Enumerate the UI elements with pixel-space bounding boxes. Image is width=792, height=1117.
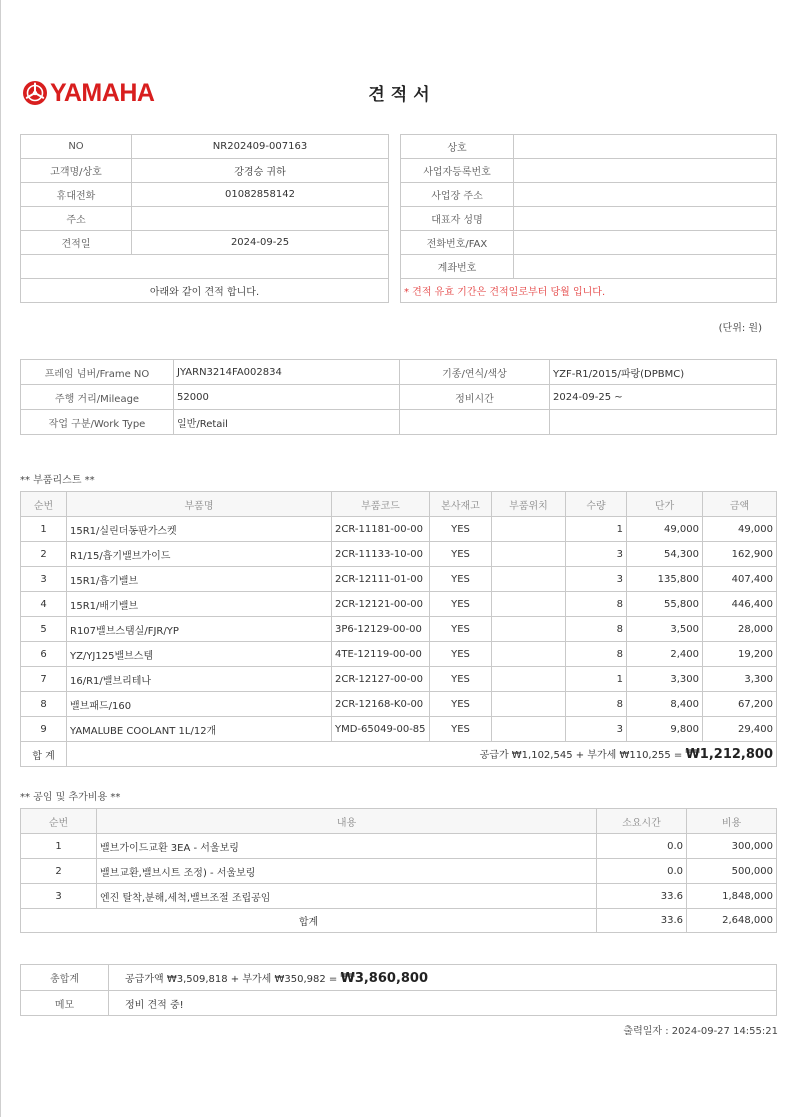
parts-table-row	[21, 642, 777, 667]
part-name: 16/R1/밸브리테나	[67, 667, 332, 692]
business-address-label: 사업장 주소	[401, 183, 514, 207]
labor-table	[20, 808, 777, 933]
part-location	[492, 592, 566, 617]
part-name: 15R1/흡기밸브	[67, 567, 332, 592]
part-qty: 8	[566, 642, 627, 667]
labor-content: 엔진 탈착,분해,세척,밸브조절 조립공임	[97, 884, 597, 909]
parts-total-text: 공급가 ₩1,102,545 + 부가세 ₩110,255 =	[479, 750, 683, 761]
part-qty: 8	[566, 617, 627, 642]
labor-header-hours: 소요시간	[597, 809, 687, 834]
part-location	[492, 567, 566, 592]
part-no: 6	[21, 642, 67, 667]
part-code: 2CR-11133-10-00	[332, 542, 430, 567]
part-location	[492, 717, 566, 742]
part-code: 3P6-12129-00-00	[332, 617, 430, 642]
frame-no-label: 프레임 넘버/Frame NO	[21, 360, 174, 385]
part-amount: 162,900	[703, 542, 777, 567]
part-stock: YES	[430, 642, 492, 667]
vehicle-empty-cell	[400, 410, 550, 435]
parts-section-title: ** 부품리스트 **	[20, 475, 95, 486]
part-qty: 3	[566, 717, 627, 742]
company-name-value	[514, 135, 777, 159]
part-stock: YES	[430, 692, 492, 717]
part-qty: 8	[566, 692, 627, 717]
memo-value: 정비 견적 중!	[109, 991, 777, 1016]
mileage-value: 52000	[174, 385, 400, 410]
part-stock: YES	[430, 517, 492, 542]
account-value	[514, 255, 777, 279]
customer-blank-row	[21, 255, 389, 279]
parts-total-label: 합 계	[21, 742, 67, 767]
parts-header-qty: 수량	[566, 492, 627, 517]
quote-date-value: 2024-09-25	[132, 231, 389, 255]
parts-header-no: 순번	[21, 492, 67, 517]
part-no: 7	[21, 667, 67, 692]
part-stock: YES	[430, 542, 492, 567]
business-address-value	[514, 183, 777, 207]
part-stock: YES	[430, 717, 492, 742]
part-name: YZ/YJ125밸브스템	[67, 642, 332, 667]
parts-table-row	[21, 617, 777, 642]
part-name: R107밸브스탬실/FJR/YP	[67, 617, 332, 642]
parts-header-name: 부품명	[67, 492, 332, 517]
model-label: 기종/연식/색상	[400, 360, 550, 385]
parts-table	[20, 491, 777, 767]
labor-header-no: 순번	[21, 809, 97, 834]
part-unit-price: 54,300	[627, 542, 703, 567]
address-label: 주소	[21, 207, 132, 231]
part-amount: 407,400	[703, 567, 777, 592]
representative-value	[514, 207, 777, 231]
part-unit-price: 49,000	[627, 517, 703, 542]
phone-label: 휴대전화	[21, 183, 132, 207]
labor-hours: 33.6	[597, 884, 687, 909]
part-stock: YES	[430, 667, 492, 692]
part-amount: 3,300	[703, 667, 777, 692]
part-unit-price: 2,400	[627, 642, 703, 667]
mileage-label: 주행 거리/Mileage	[21, 385, 174, 410]
parts-header-stock: 본사재고	[430, 492, 492, 517]
service-time-label: 정비시간	[400, 385, 550, 410]
part-code: 4TE-12119-00-00	[332, 642, 430, 667]
work-type-value: 일반/Retail	[174, 410, 400, 435]
labor-table-row	[21, 859, 777, 884]
labor-hours: 0.0	[597, 859, 687, 884]
customer-name-value: 강경승 귀하	[132, 159, 389, 183]
labor-total-label: 합계	[21, 909, 597, 933]
labor-header-content: 내용	[97, 809, 597, 834]
parts-total-amount: ₩1,212,800	[685, 747, 773, 762]
business-reg-value	[514, 159, 777, 183]
part-no: 8	[21, 692, 67, 717]
phone-fax-value	[514, 231, 777, 255]
part-qty: 3	[566, 567, 627, 592]
part-amount: 19,200	[703, 642, 777, 667]
printed-at: 출력일자 : 2024-09-27 14:55:21	[623, 1026, 778, 1037]
part-location	[492, 617, 566, 642]
part-name: 밸브패드/160	[67, 692, 332, 717]
quote-note: 아래와 같이 견적 합니다.	[21, 279, 389, 303]
page-left-border	[0, 0, 1, 1117]
parts-header-location: 부품위치	[492, 492, 566, 517]
part-code: 2CR-12121-00-00	[332, 592, 430, 617]
representative-label: 대표자 성명	[401, 207, 514, 231]
summary-table	[20, 964, 777, 1016]
part-no: 4	[21, 592, 67, 617]
labor-hours: 0.0	[597, 834, 687, 859]
labor-total-hours: 33.6	[597, 909, 687, 933]
part-no: 2	[21, 542, 67, 567]
part-location	[492, 517, 566, 542]
labor-cost: 1,848,000	[687, 884, 777, 909]
grand-total-label: 총합계	[21, 965, 109, 991]
model-value: YZF-R1/2015/파랑(DPBMC)	[550, 360, 777, 385]
account-label: 계좌번호	[401, 255, 514, 279]
labor-total-cost: 2,648,000	[687, 909, 777, 933]
part-stock: YES	[430, 567, 492, 592]
no-label: NO	[21, 135, 132, 159]
parts-header-code: 부품코드	[332, 492, 430, 517]
part-amount: 29,400	[703, 717, 777, 742]
part-name: 15R1/배기밸브	[67, 592, 332, 617]
part-stock: YES	[430, 592, 492, 617]
part-code: 2CR-11181-00-00	[332, 517, 430, 542]
parts-total-cell	[67, 742, 777, 767]
part-amount: 28,000	[703, 617, 777, 642]
part-code: 2CR-12111-01-00	[332, 567, 430, 592]
part-code: 2CR-12168-K0-00	[332, 692, 430, 717]
labor-cost: 500,000	[687, 859, 777, 884]
part-name: 15R1/실린더동판가스켓	[67, 517, 332, 542]
labor-cost: 300,000	[687, 834, 777, 859]
labor-table-row	[21, 834, 777, 859]
company-info-table	[400, 134, 777, 303]
part-amount: 49,000	[703, 517, 777, 542]
phone-fax-label: 전화번호/FAX	[401, 231, 514, 255]
company-name-label: 상호	[401, 135, 514, 159]
labor-section-title: ** 공임 및 추가비용 **	[20, 792, 121, 803]
frame-no-value: JYARN3214FA002834	[174, 360, 400, 385]
part-name: YAMALUBE COOLANT 1L/12개	[67, 717, 332, 742]
unit-label: (단위: 원)	[718, 323, 762, 334]
part-unit-price: 3,500	[627, 617, 703, 642]
document-title: 견적서	[368, 85, 436, 105]
part-qty: 1	[566, 517, 627, 542]
service-time-value: 2024-09-25 ~	[550, 385, 777, 410]
part-code: 2CR-12127-00-00	[332, 667, 430, 692]
logo-text: YAMAHA	[50, 78, 155, 107]
quote-date-label: 견적일	[21, 231, 132, 255]
parts-header-unit-price: 단가	[627, 492, 703, 517]
part-unit-price: 135,800	[627, 567, 703, 592]
address-value	[132, 207, 389, 231]
grand-total-cell	[109, 965, 777, 991]
labor-header-cost: 비용	[687, 809, 777, 834]
part-location	[492, 542, 566, 567]
part-unit-price: 9,800	[627, 717, 703, 742]
parts-table-row	[21, 567, 777, 592]
part-qty: 8	[566, 592, 627, 617]
part-amount: 67,200	[703, 692, 777, 717]
part-unit-price: 3,300	[627, 667, 703, 692]
labor-table-row	[21, 884, 777, 909]
parts-table-row	[21, 517, 777, 542]
parts-header-amount: 금액	[703, 492, 777, 517]
parts-table-row	[21, 717, 777, 742]
validity-note: * 견적 유효 기간은 견적일로부터 당월 입니다.	[401, 279, 777, 303]
part-unit-price: 8,400	[627, 692, 703, 717]
labor-content: 밸브교환,밸브시트 조정) - 서울보링	[97, 859, 597, 884]
customer-info-table	[20, 134, 389, 303]
labor-no: 3	[21, 884, 97, 909]
part-location	[492, 692, 566, 717]
part-name: R1/15/흡기밸브가이드	[67, 542, 332, 567]
part-amount: 446,400	[703, 592, 777, 617]
part-location	[492, 642, 566, 667]
work-type-label: 작업 구분/Work Type	[21, 410, 174, 435]
parts-table-row	[21, 692, 777, 717]
part-no: 5	[21, 617, 67, 642]
part-no: 9	[21, 717, 67, 742]
parts-table-row	[21, 667, 777, 692]
part-location	[492, 667, 566, 692]
grand-total-text: 공급가액 ₩3,509,818 + 부가세 ₩350,982 =	[125, 973, 338, 985]
labor-content: 밸브가이드교환 3EA - 서울보링	[97, 834, 597, 859]
part-no: 3	[21, 567, 67, 592]
part-no: 1	[21, 517, 67, 542]
part-code: YMD-65049-00-85	[332, 717, 430, 742]
customer-name-label: 고객명/상호	[21, 159, 132, 183]
phone-value: 01082858142	[132, 183, 389, 207]
memo-label: 메모	[21, 991, 109, 1016]
labor-no: 1	[21, 834, 97, 859]
part-qty: 1	[566, 667, 627, 692]
parts-table-row	[21, 592, 777, 617]
parts-table-row	[21, 542, 777, 567]
part-qty: 3	[566, 542, 627, 567]
vehicle-info-table	[20, 359, 777, 435]
grand-total-amount: ₩3,860,800	[340, 970, 429, 986]
business-reg-label: 사업자등록번호	[401, 159, 514, 183]
part-unit-price: 55,800	[627, 592, 703, 617]
vehicle-empty-cell	[550, 410, 777, 435]
part-stock: YES	[430, 617, 492, 642]
no-value: NR202409-007163	[132, 135, 389, 159]
labor-no: 2	[21, 859, 97, 884]
